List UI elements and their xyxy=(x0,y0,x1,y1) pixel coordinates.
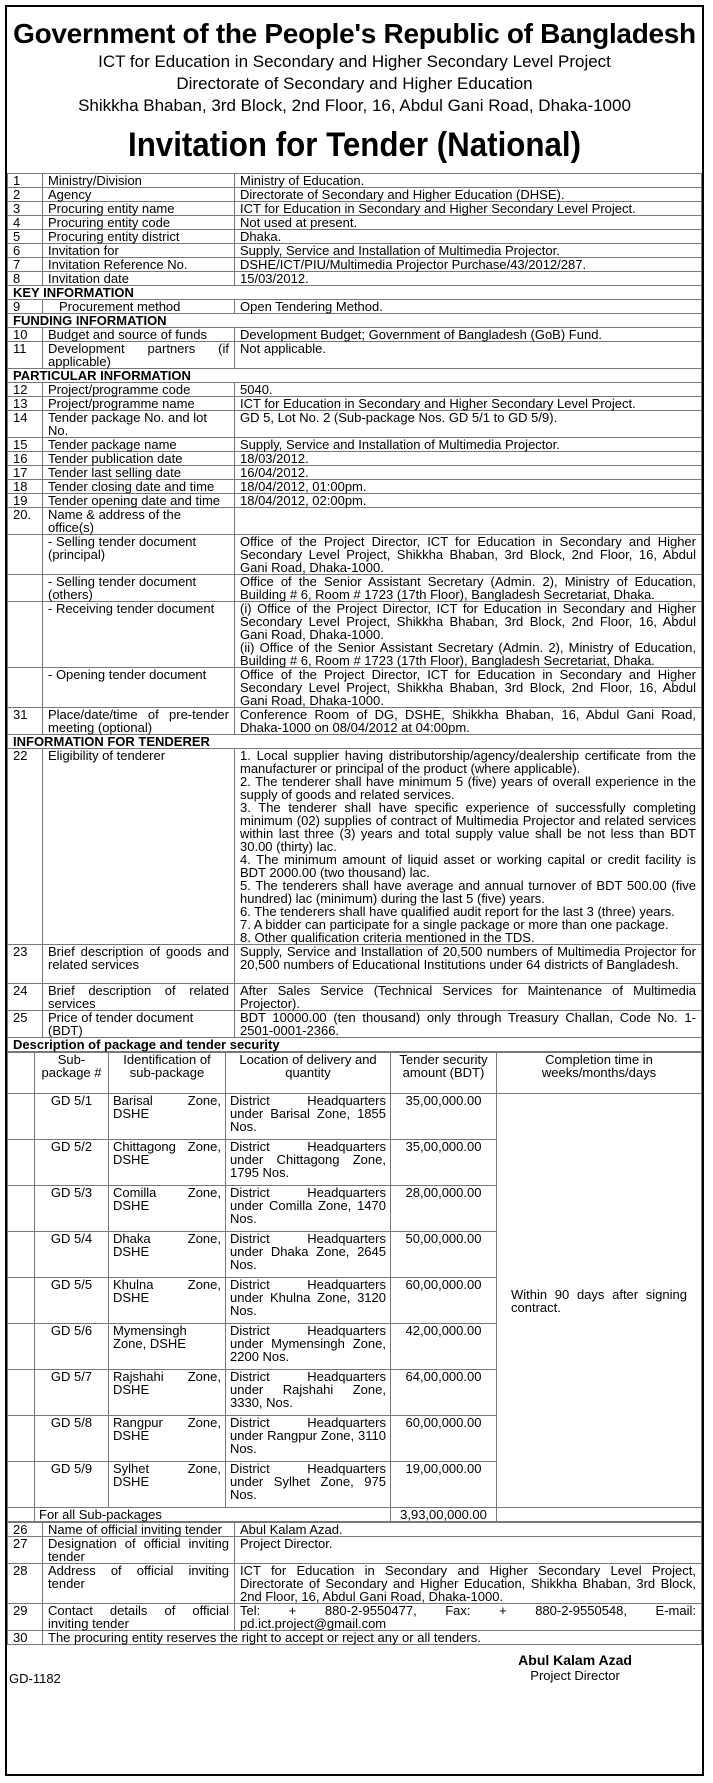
gd-number: GD-1182 xyxy=(9,1671,61,1686)
row-label: Designation of official inviting tender xyxy=(43,1537,235,1564)
package-amount: 42,00,000.00 xyxy=(391,1324,497,1370)
office-label: - Selling tender document (principal) xyxy=(43,535,235,575)
package-table xyxy=(7,1052,702,1522)
table-row xyxy=(8,342,702,369)
row-number: 18 xyxy=(8,480,43,494)
signatory-name: Abul Kalam Azad xyxy=(518,1652,632,1668)
table-row xyxy=(8,508,702,535)
eligibility-item: 8. Other qualification criteria mentioned in the TDS. xyxy=(240,930,535,945)
row-value: 5040. xyxy=(235,383,702,397)
table-row xyxy=(8,535,702,575)
table-row xyxy=(8,397,702,411)
office-label: - Receiving tender document xyxy=(43,602,235,668)
table-row xyxy=(8,1523,702,1537)
eligibility-item: 7. A bidder can participate for a single package or more than one package. xyxy=(240,917,669,932)
row-value: Abul Kalam Azad. xyxy=(235,1523,702,1537)
package-location: District Headquarters under Barisal Zone, 1855 Nos. xyxy=(226,1094,391,1140)
row-value: Supply, Service and Installation of Multimedia Projector. xyxy=(235,438,702,452)
eligibility-item: 6. The tenderers shall have qualified audit report for the last 3 (three) years. xyxy=(240,904,675,919)
row-value: Not applicable. xyxy=(235,342,702,369)
row-label: Place/date/time of pre-tender meeting (optional) xyxy=(43,708,235,735)
row-value xyxy=(235,508,702,535)
package-location: District Headquarters under Mymensingh Zone, 2200 Nos. xyxy=(226,1324,391,1370)
office-label: - Selling tender document (others) xyxy=(43,575,235,602)
package-zone: Rangpur Zone, DSHE xyxy=(109,1416,226,1462)
package-zone: Barisal Zone, DSHE xyxy=(109,1094,226,1140)
row-value: Project Director. xyxy=(235,1537,702,1564)
office-value xyxy=(235,602,702,668)
row-number xyxy=(8,535,43,575)
header-sub-package: Sub-package # xyxy=(35,1053,109,1094)
row-number: 8 xyxy=(8,272,43,286)
table-row xyxy=(8,244,702,258)
completion-time: Within 90 days after signing contract. xyxy=(497,1094,702,1508)
row-number: 20. xyxy=(8,508,43,535)
package-amount: 50,00,000.00 xyxy=(391,1232,497,1278)
row-number: 12 xyxy=(8,383,43,397)
row-number: 19 xyxy=(8,494,43,508)
table-row xyxy=(8,1631,702,1645)
row-label: Project/programme name xyxy=(43,397,235,411)
table-row xyxy=(8,749,702,945)
row-number: 11 xyxy=(8,342,43,369)
row-label: Brief description of goods and related services xyxy=(43,945,235,984)
row-label: Price of tender document (BDT) xyxy=(43,1011,235,1038)
package-blank xyxy=(8,1324,35,1370)
header-location: Location of delivery and quantity xyxy=(226,1053,391,1094)
address-line: Shikkha Bhaban, 3rd Block, 2nd Floor, 16, Abdul Gani Road, Dhaka-1000 xyxy=(78,96,631,115)
row-label: Invitation for xyxy=(43,244,235,258)
row-number: 2 xyxy=(8,188,43,202)
row-number: 5 xyxy=(8,230,43,244)
row-label: Eligibility of tenderer xyxy=(43,749,235,945)
office-value xyxy=(235,668,702,708)
package-location: District Headquarters under Sylhet Zone, 975 Nos. xyxy=(226,1462,391,1508)
notice-title: Invitation for Tender (National) xyxy=(128,126,581,164)
row-label: Name of official inviting tender xyxy=(43,1523,235,1537)
table-row xyxy=(8,300,702,314)
package-code: GD 5/8 xyxy=(35,1416,109,1462)
table-row xyxy=(8,575,702,602)
eligibility-item: 5. The tenderers shall have average and annual turnover of BDT 500.00 (five hundred) lac (minimum) during the last 5 (five) years. xyxy=(240,878,696,906)
header xyxy=(7,17,702,167)
row-number: 28 xyxy=(8,1564,43,1604)
total-row xyxy=(8,1508,702,1522)
package-zone: Comilla Zone, DSHE xyxy=(109,1186,226,1232)
project-name: ICT for Education in Secondary and Higher Secondary Level Project xyxy=(98,52,611,71)
package-code: GD 5/2 xyxy=(35,1140,109,1186)
row-label: Project/programme code xyxy=(43,383,235,397)
package-blank xyxy=(8,1186,35,1232)
row-number: 17 xyxy=(8,466,43,480)
row-value: The procuring entity reserves the right to accept or reject any or all tenders. xyxy=(43,1631,702,1645)
signature-block xyxy=(518,1653,632,1683)
row-label: Contact details of official inviting tender xyxy=(43,1604,235,1631)
package-code: GD 5/9 xyxy=(35,1462,109,1508)
row-value: Dhaka. xyxy=(235,230,702,244)
package-amount: 35,00,000.00 xyxy=(391,1140,497,1186)
row-number: 9 xyxy=(8,300,43,314)
row-label: Address of official inviting tender xyxy=(43,1564,235,1604)
row-number xyxy=(8,668,43,708)
row-label: Brief description of related services xyxy=(43,984,235,1011)
table-row xyxy=(8,411,702,438)
package-location: District Headquarters under Khulna Zone, 3120 Nos. xyxy=(226,1278,391,1324)
package-blank xyxy=(8,1140,35,1186)
row-value: Development Budget; Government of Bangladesh (GoB) Fund. xyxy=(235,328,702,342)
row-number: 3 xyxy=(8,202,43,216)
section-heading: INFORMATION FOR TENDERER xyxy=(8,735,702,749)
package-code: GD 5/6 xyxy=(35,1324,109,1370)
table-row xyxy=(8,708,702,735)
package-zone: Chittagong Zone, DSHE xyxy=(109,1140,226,1186)
section-heading: PARTICULAR INFORMATION xyxy=(8,369,702,383)
table-row xyxy=(8,668,702,708)
eligibility-item: 1. Local supplier having distributorship/agency/dealership certificate from the manufacturer or principal of the product (where applicable). xyxy=(240,748,696,776)
row-number xyxy=(8,575,43,602)
package-zone: Dhaka Zone, DSHE xyxy=(109,1232,226,1278)
section-heading: KEY INFORMATION xyxy=(8,286,702,300)
header-security: Tender security amount (BDT) xyxy=(391,1053,497,1094)
row-label: Agency xyxy=(43,188,235,202)
table-row xyxy=(8,452,702,466)
row-number: 1 xyxy=(8,174,43,188)
row-value: Conference Room of DG, DSHE, Shikkha Bhaban, 16, Abdul Gani Road, Dhaka-1000 on 08/04/2012 at 04:00pm. xyxy=(235,708,702,735)
row-value: Supply, Service and Installation of 20,500 numbers of Multimedia Projector for 20,500 numbers of Educational Institutions under 64 districts of Bangladesh. xyxy=(235,945,702,984)
package-amount: 60,00,000.00 xyxy=(391,1416,497,1462)
table-row xyxy=(8,602,702,668)
package-location: District Headquarters under Comilla Zone, 1470 Nos. xyxy=(226,1186,391,1232)
row-number: 31 xyxy=(8,708,43,735)
signatory-role: Project Director xyxy=(530,1668,620,1683)
package-zone: Rajshahi Zone, DSHE xyxy=(109,1370,226,1416)
table-row xyxy=(8,230,702,244)
eligibility-item: 3. The tenderer shall have specific experience of successfully completing minimum (02) supplies of contract of Multimedia Projector and related services within last three (3) years and total supply value shall be not less than BDT 30.00 (thirty) lac. xyxy=(240,800,696,854)
table-row xyxy=(8,466,702,480)
package-code: GD 5/1 xyxy=(35,1094,109,1140)
table-row xyxy=(8,272,702,286)
total-amount: 3,93,00,000.00 xyxy=(391,1508,497,1522)
row-value: DSHE/ICT/PIU/Multimedia Projector Purchase/43/2012/287. xyxy=(235,258,702,272)
row-label: Invitation date xyxy=(43,272,235,286)
row-number xyxy=(8,602,43,668)
row-label: Ministry/Division xyxy=(43,174,235,188)
office-address: (ii) Office of the Senior Assistant Secretary (Admin. 2), Ministry of Education, Building # 6, Room # 1723 (17th Floor), Bangladesh Secretariat, Dhaka. xyxy=(240,640,696,668)
row-label: Invitation Reference No. xyxy=(43,258,235,272)
package-blank xyxy=(8,1416,35,1462)
table-row xyxy=(8,1564,702,1604)
header-identification: Identification of sub-package xyxy=(109,1053,226,1094)
row-number: 15 xyxy=(8,438,43,452)
row-label: Procuring entity district xyxy=(43,230,235,244)
row-value: After Sales Service (Technical Services for Maintenance of Multimedia Projector). xyxy=(235,984,702,1011)
table-row xyxy=(8,328,702,342)
package-blank xyxy=(8,1232,35,1278)
row-value: Ministry of Education. xyxy=(235,174,702,188)
package-blank xyxy=(8,1462,35,1508)
row-value: 15/03/2012. xyxy=(235,272,702,286)
directorate-name: Directorate of Secondary and Higher Education xyxy=(176,74,533,93)
total-label: For all Sub-packages xyxy=(35,1508,391,1522)
package-blank xyxy=(8,1094,35,1140)
package-amount: 28,00,000.00 xyxy=(391,1186,497,1232)
package-code: GD 5/4 xyxy=(35,1232,109,1278)
package-amount: 60,00,000.00 xyxy=(391,1278,497,1324)
package-zone: Khulna Zone, DSHE xyxy=(109,1278,226,1324)
row-label: Procurement method xyxy=(43,300,235,314)
row-number: 6 xyxy=(8,244,43,258)
package-location: District Headquarters under Rangpur Zone, 3110 Nos. xyxy=(226,1416,391,1462)
office-address: Office of the Project Director, ICT for Education in Secondary and Higher Secondary Level Project, Shikkha Bhaban, 3rd Block, 2nd Floor, 16, Abdul Gani Road, Dhaka-1000. xyxy=(240,534,696,575)
row-value: Directorate of Secondary and Higher Education (DHSE). xyxy=(235,188,702,202)
package-amount: 64,00,000.00 xyxy=(391,1370,497,1416)
eligibility-item: 2. The tenderer shall have minimum 5 (five) years of overall experience in the supply of goods and related services. xyxy=(240,774,696,802)
table-row xyxy=(8,188,702,202)
row-label: Name & address of the office(s) xyxy=(43,508,235,535)
table-row xyxy=(8,438,702,452)
row-label: Tender package name xyxy=(43,438,235,452)
table-row xyxy=(8,216,702,230)
office-address: Office of the Senior Assistant Secretary (Admin. 2), Ministry of Education, Building # 6, Room # 1723 (17th Floor), Bangladesh Secretariat, Dhaka. xyxy=(240,574,696,602)
row-value: 18/03/2012. xyxy=(235,452,702,466)
table-row xyxy=(8,258,702,272)
office-address: Office of the Project Director, ICT for Education in Secondary and Higher Secondary Level Project, Shikkha Bhaban, 3rd Block, 2nd Floor, 16, Abdul Gani Road, Dhaka-1000. xyxy=(240,667,696,708)
row-value: Tel: + 880-2-9550477, Fax: + 880-2-9550548, E-mail: pd.ict.project@gmail.com xyxy=(235,1604,702,1631)
row-value: 18/04/2012, 01:00pm. xyxy=(235,480,702,494)
header-completion: Completion time in weeks/months/days xyxy=(497,1053,702,1094)
row-value: GD 5, Lot No. 2 (Sub-package Nos. GD 5/1 to GD 5/9). xyxy=(235,411,702,438)
row-label: Procuring entity name xyxy=(43,202,235,216)
table-row xyxy=(8,480,702,494)
row-label: Tender opening date and time xyxy=(43,494,235,508)
row-number: 26 xyxy=(8,1523,43,1537)
row-label: Procuring entity code xyxy=(43,216,235,230)
row-label: Development partners (if applicable) xyxy=(43,342,235,369)
section-heading: FUNDING INFORMATION xyxy=(8,314,702,328)
table-row xyxy=(8,945,702,984)
row-number: 22 xyxy=(8,749,43,945)
row-number: 29 xyxy=(8,1604,43,1631)
eligibility-item: 4. The minimum amount of liquid asset or working capital or credit facility is BDT 2000.00 (two thousand) lac. xyxy=(240,852,696,880)
row-number: 14 xyxy=(8,411,43,438)
row-value: 18/04/2012, 02:00pm. xyxy=(235,494,702,508)
info-table xyxy=(7,173,702,1052)
table-row xyxy=(8,174,702,188)
package-code: GD 5/5 xyxy=(35,1278,109,1324)
office-value xyxy=(235,535,702,575)
office-address: (i) Office of the Project Director, ICT for Education in Secondary and Higher Secondary Level Project, Shikkha Bhaban, 3rd Block, 2nd Floor, 16, Abdul Gani Road, Dhaka-1000. xyxy=(240,601,696,642)
row-number: 13 xyxy=(8,397,43,411)
row-label: Tender package No. and lot No. xyxy=(43,411,235,438)
package-blank xyxy=(8,1278,35,1324)
row-number: 30 xyxy=(8,1631,43,1645)
package-zone: Sylhet Zone, DSHE xyxy=(109,1462,226,1508)
government-title: Government of the People's Republic of Bangladesh xyxy=(13,18,696,49)
row-label: Budget and source of funds xyxy=(43,328,235,342)
official-table xyxy=(7,1522,702,1645)
package-zone: Mymensingh Zone, DSHE xyxy=(109,1324,226,1370)
table-row xyxy=(8,1537,702,1564)
row-value: Open Tendering Method. xyxy=(235,300,702,314)
row-number: 23 xyxy=(8,945,43,984)
package-header-row xyxy=(8,1053,702,1094)
row-number: 27 xyxy=(8,1537,43,1564)
row-value: ICT for Education in Secondary and Higher Secondary Level Project. xyxy=(235,202,702,216)
package-code: GD 5/7 xyxy=(35,1370,109,1416)
package-row xyxy=(8,1094,702,1140)
table-row xyxy=(8,383,702,397)
row-value: ICT for Education in Secondary and Higher Secondary Level Project, Directorate of Secondary and Higher Education, Shikkha Bhaban, 3rd Block, 2nd Floor, 16, Abdul Gani Road, Dhaka-1000. xyxy=(235,1564,702,1604)
row-number: 4 xyxy=(8,216,43,230)
table-row xyxy=(8,494,702,508)
package-amount: 19,00,000.00 xyxy=(391,1462,497,1508)
package-amount: 35,00,000.00 xyxy=(391,1094,497,1140)
row-value: Supply, Service and Installation of Multimedia Projector. xyxy=(235,244,702,258)
table-row xyxy=(8,1011,702,1038)
package-code: GD 5/3 xyxy=(35,1186,109,1232)
row-value: Not used at present. xyxy=(235,216,702,230)
tender-notice xyxy=(5,5,704,1776)
package-blank xyxy=(8,1370,35,1416)
row-number: 7 xyxy=(8,258,43,272)
office-label: - Opening tender document xyxy=(43,668,235,708)
table-row xyxy=(8,202,702,216)
eligibility-list xyxy=(235,749,702,945)
section-heading: Description of package and tender security xyxy=(8,1038,702,1052)
package-location: District Headquarters under Chittagong Zone, 1795 Nos. xyxy=(226,1140,391,1186)
row-label: Tender closing date and time xyxy=(43,480,235,494)
package-location: District Headquarters under Rajshahi Zone, 3330, Nos. xyxy=(226,1370,391,1416)
row-number: 10 xyxy=(8,328,43,342)
row-value: ICT for Education in Secondary and Higher Secondary Level Project. xyxy=(235,397,702,411)
row-number: 16 xyxy=(8,452,43,466)
row-number: 24 xyxy=(8,984,43,1011)
row-value: 16/04/2012. xyxy=(235,466,702,480)
row-label: Tender publication date xyxy=(43,452,235,466)
office-value xyxy=(235,575,702,602)
row-value: BDT 10000.00 (ten thousand) only through Treasury Challan, Code No. 1-2501-0001-2366. xyxy=(235,1011,702,1038)
row-label: Tender last selling date xyxy=(43,466,235,480)
package-location: District Headquarters under Dhaka Zone, 2645 Nos. xyxy=(226,1232,391,1278)
table-row xyxy=(8,984,702,1011)
table-row xyxy=(8,1604,702,1631)
row-number: 25 xyxy=(8,1011,43,1038)
